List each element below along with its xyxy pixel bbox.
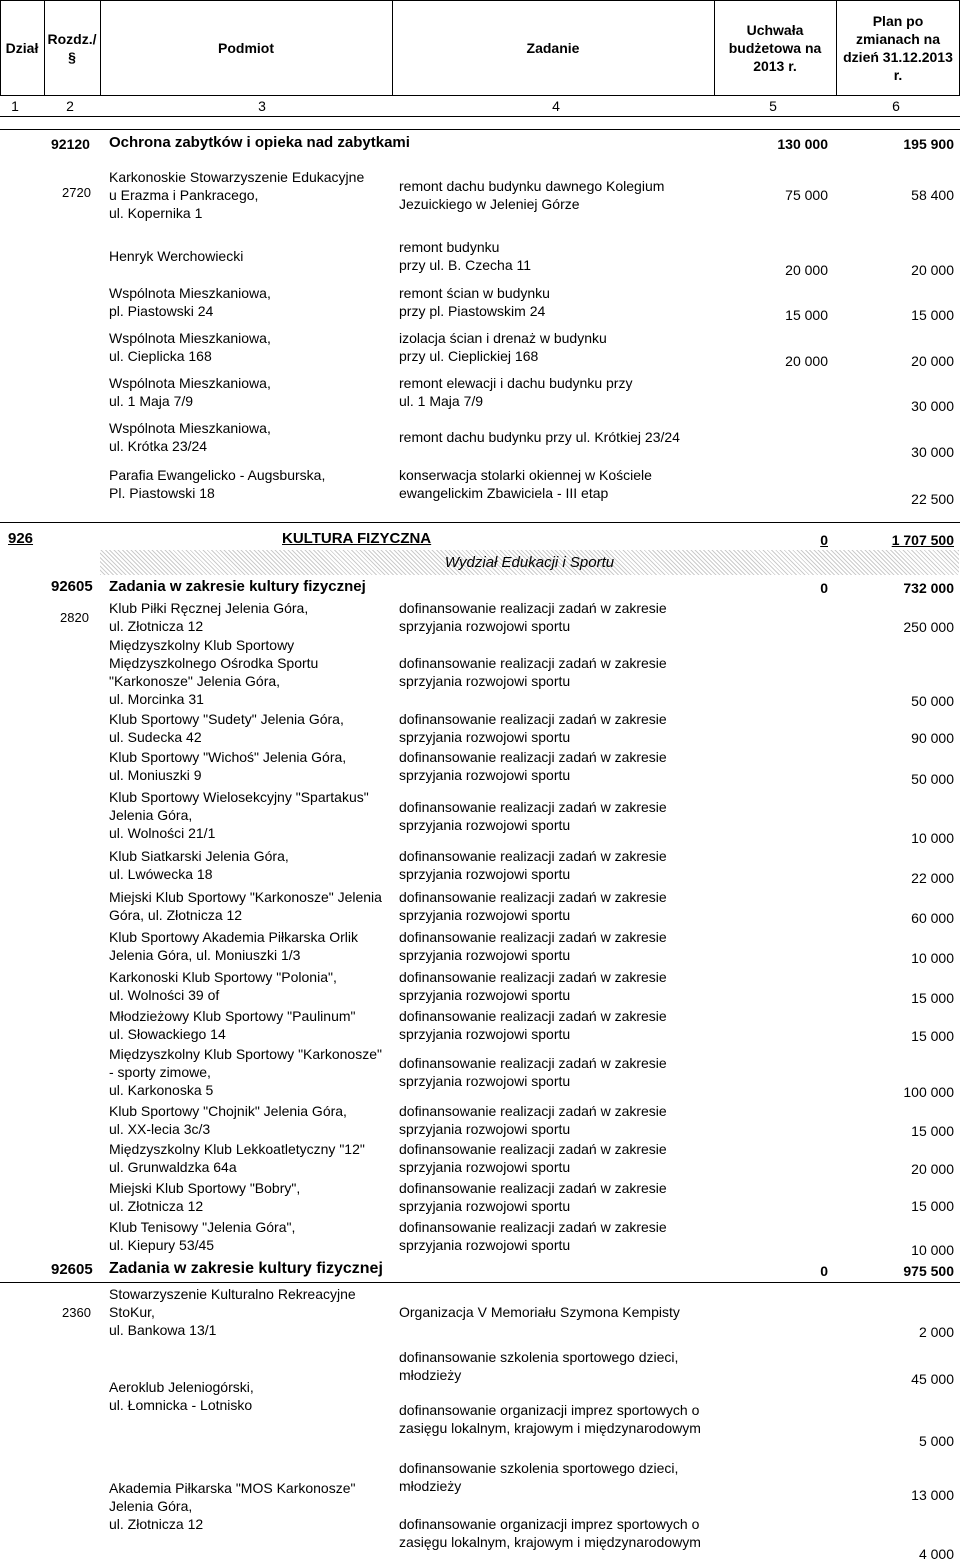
club-zadanie: dofinansowanie realizacji zadań w zakresie sprzyjania rozwojowi sportu bbox=[399, 929, 667, 963]
plan-cell: 15 000 bbox=[911, 307, 954, 323]
paragraph-code: 2720 bbox=[62, 185, 91, 200]
section-title: KULTURA FIZYCZNA bbox=[282, 530, 432, 547]
section-code: 926 bbox=[8, 530, 34, 547]
club-plan: 22 000 bbox=[911, 870, 954, 886]
plan-cell: 20 000 bbox=[911, 262, 954, 278]
club-zadanie: dofinansowanie realizacji zadań w zakresie sprzyjania rozwojowi sportu bbox=[399, 655, 667, 689]
department-title: Wydział Edukacji i Sportu bbox=[444, 554, 615, 571]
table-border-top bbox=[0, 0, 960, 1]
section-uchwala: 0 bbox=[820, 532, 828, 548]
plan-cell: 45 000 bbox=[911, 1371, 954, 1387]
club-zadanie: dofinansowanie realizacji zadań w zakresie sprzyjania rozwojowi sportu bbox=[399, 749, 667, 783]
subsection-plan: 975 500 bbox=[903, 1263, 954, 1279]
zadanie-cell: Organizacja V Memoriału Szymona Kempisty bbox=[399, 1304, 680, 1320]
subsection-plan: 732 000 bbox=[903, 580, 954, 596]
club-plan: 20 000 bbox=[911, 1161, 954, 1177]
col-number: 6 bbox=[892, 98, 900, 114]
club-plan: 50 000 bbox=[911, 771, 954, 787]
header-plan: Plan po zmianach na dzień 31.12.2013 r. bbox=[843, 13, 953, 83]
podmiot-cell: Parafia Ewangelicko - Augsburska, Pl. Piastowski 18 bbox=[109, 467, 326, 501]
header-divider bbox=[0, 95, 960, 96]
zadanie-cell: remont dachu budynku przy ul. Krótkiej 23/24 bbox=[399, 429, 680, 445]
subsection-code: 92605 bbox=[51, 578, 93, 595]
section-plan: 1 707 500 bbox=[891, 532, 954, 548]
header-dzial: Dział bbox=[5, 40, 39, 56]
club-plan: 15 000 bbox=[911, 990, 954, 1006]
zadanie-cell: remont elewacji i dachu budynku przy ul. 1 Maja 7/9 bbox=[399, 375, 633, 409]
zadanie-cell: izolacja ścian i drenaż w budynku przy ul. Cieplickiej 168 bbox=[399, 330, 607, 364]
club-zadanie: dofinansowanie realizacji zadań w zakresie sprzyjania rozwojowi sportu bbox=[399, 1219, 667, 1253]
club-zadanie: dofinansowanie realizacji zadań w zakresie sprzyjania rozwojowi sportu bbox=[399, 889, 667, 923]
club-zadanie: dofinansowanie realizacji zadań w zakresie sprzyjania rozwojowi sportu bbox=[399, 1055, 667, 1089]
plan-cell: 30 000 bbox=[911, 444, 954, 460]
plan-cell: 20 000 bbox=[911, 353, 954, 369]
plan-cell: 13 000 bbox=[911, 1487, 954, 1503]
section-divider bbox=[0, 129, 960, 130]
club-podmiot: Międzyszkolny Klub Sportowy "Karkonosze" - sporty zimowe, ul. Karkonoska 5 bbox=[109, 1046, 382, 1098]
club-zadanie: dofinansowanie realizacji zadań w zakresie sprzyjania rozwojowi sportu bbox=[399, 848, 667, 882]
col-number: 1 bbox=[11, 98, 19, 114]
numbers-divider bbox=[0, 116, 960, 117]
club-plan: 60 000 bbox=[911, 910, 954, 926]
club-zadanie: dofinansowanie realizacji zadań w zakresie sprzyjania rozwojowi sportu bbox=[399, 799, 667, 833]
plan-cell: 5 000 bbox=[918, 1433, 954, 1449]
podmiot-cell: Wspólnota Mieszkaniowa, pl. Piastowski 24 bbox=[109, 285, 271, 319]
zadanie-cell: dofinansowanie organizacji imprez sportowych o zasięgu lokalnym, krajowym i międzynarodowym bbox=[399, 1402, 701, 1436]
club-podmiot: Klub Sportowy Akademia Piłkarska Orlik Jelenia Góra, ul. Moniuszki 1/3 bbox=[109, 929, 358, 963]
subsection-title: Zadania w zakresie kultury fizycznej bbox=[109, 1260, 383, 1277]
podmiot-cell: Wspólnota Mieszkaniowa, ul. Krótka 23/24 bbox=[109, 420, 271, 454]
club-plan: 90 000 bbox=[911, 730, 954, 746]
paragraph-code: 2820 bbox=[60, 610, 89, 625]
zadanie-cell: dofinansowanie szkolenia sportowego dzieci, młodzieży bbox=[399, 1460, 679, 1494]
header-podmiot: Podmiot bbox=[218, 40, 274, 56]
col-number: 2 bbox=[66, 98, 74, 114]
club-podmiot: Miejski Klub Sportowy "Karkonosze" Jelenia Góra, ul. Złotnicza 12 bbox=[109, 889, 382, 923]
zadanie-cell: remont budynku przy ul. B. Czecha 11 bbox=[399, 239, 532, 273]
club-zadanie: dofinansowanie realizacji zadań w zakresie sprzyjania rozwojowi sportu bbox=[399, 1103, 667, 1137]
paragraph-code: 2360 bbox=[62, 1305, 91, 1320]
club-podmiot: Klub Sportowy "Sudety" Jelenia Góra, ul. Sudecka 42 bbox=[109, 711, 344, 745]
club-plan: 100 000 bbox=[903, 1084, 954, 1100]
club-podmiot: Klub Sportowy "Wichoś" Jelenia Góra, ul. Moniuszki 9 bbox=[109, 749, 347, 783]
club-podmiot: Klub Siatkarski Jelenia Góra, ul. Lwówecka 18 bbox=[109, 848, 289, 882]
club-plan: 50 000 bbox=[911, 693, 954, 709]
subsection-uchwala: 0 bbox=[820, 580, 828, 596]
plan-cell: 58 400 bbox=[911, 187, 954, 203]
club-podmiot: Międzyszkolny Klub Sportowy Międzyszkolnego Ośrodka Sportu "Karkonosze" Jelenia Góra, ul. Morcinka 31 bbox=[109, 637, 319, 707]
section-code: 92120 bbox=[51, 136, 90, 152]
club-podmiot: Międzyszkolny Klub Lekkoatletyczny "12" ul. Grunwaldzka 64a bbox=[109, 1141, 365, 1175]
header-rozdz: Rozdz./ § bbox=[47, 31, 97, 65]
podmiot-cell: Akademia Piłkarska "MOS Karkonosze" Jelenia Góra, ul. Złotnicza 12 bbox=[109, 1480, 356, 1532]
club-plan: 10 000 bbox=[911, 1242, 954, 1258]
zadanie-cell: dofinansowanie szkolenia sportowego dzieci, młodzieży bbox=[399, 1349, 679, 1383]
club-plan: 250 000 bbox=[903, 619, 954, 635]
club-podmiot: Karkonoski Klub Sportowy "Polonia", ul. Wolności 39 of bbox=[109, 969, 337, 1003]
club-plan: 10 000 bbox=[911, 950, 954, 966]
podmiot-cell: Henryk Werchowiecki bbox=[109, 248, 244, 264]
col-number: 3 bbox=[258, 98, 266, 114]
zadanie-cell: konserwacja stolarki okiennej w Kościele ewangelickim Zbawiciela - III etap bbox=[399, 467, 652, 501]
section-plan: 195 900 bbox=[903, 136, 954, 152]
section-title: Ochrona zabytków i opieka nad zabytkami bbox=[109, 134, 410, 151]
header-zadanie: Zadanie bbox=[526, 40, 580, 56]
col-number: 4 bbox=[552, 98, 560, 114]
section-uchwala: 130 000 bbox=[777, 136, 828, 152]
row-underline bbox=[0, 1282, 960, 1283]
club-plan: 15 000 bbox=[911, 1123, 954, 1139]
club-plan: 15 000 bbox=[911, 1198, 954, 1214]
club-podmiot: Klub Tenisowy "Jelenia Góra", ul. Kiepury 53/45 bbox=[109, 1219, 296, 1253]
club-zadanie: dofinansowanie realizacji zadań w zakresie sprzyjania rozwojowi sportu bbox=[399, 1008, 667, 1042]
club-zadanie: dofinansowanie realizacji zadań w zakresie sprzyjania rozwojowi sportu bbox=[399, 600, 667, 634]
club-zadanie: dofinansowanie realizacji zadań w zakresie sprzyjania rozwojowi sportu bbox=[399, 1141, 667, 1175]
zadanie-cell: dofinansowanie organizacji imprez sportowych o zasięgu lokalnym, krajowym i międzynarodowym bbox=[399, 1516, 701, 1550]
club-plan: 10 000 bbox=[911, 830, 954, 846]
uchwala-cell: 75 000 bbox=[785, 187, 828, 203]
club-zadanie: dofinansowanie realizacji zadań w zakresie sprzyjania rozwojowi sportu bbox=[399, 969, 667, 1003]
header-uchwala: Uchwała budżetowa na 2013 r. bbox=[728, 22, 822, 74]
plan-cell: 4 000 bbox=[918, 1546, 954, 1562]
club-podmiot: Klub Sportowy Wielosekcyjny "Spartakus" Jelenia Góra, ul. Wolności 21/1 bbox=[109, 789, 369, 841]
club-zadanie: dofinansowanie realizacji zadań w zakresie sprzyjania rozwojowi sportu bbox=[399, 711, 667, 745]
podmiot-cell: Wspólnota Mieszkaniowa, ul. 1 Maja 7/9 bbox=[109, 375, 271, 409]
uchwala-cell: 15 000 bbox=[785, 307, 828, 323]
col-number: 5 bbox=[769, 98, 777, 114]
club-zadanie: dofinansowanie realizacji zadań w zakresie sprzyjania rozwojowi sportu bbox=[399, 1180, 667, 1214]
subsection-title: Zadania w zakresie kultury fizycznej bbox=[109, 578, 366, 595]
uchwala-cell: 20 000 bbox=[785, 262, 828, 278]
podmiot-cell: Wspólnota Mieszkaniowa, ul. Cieplicka 168 bbox=[109, 330, 271, 364]
club-podmiot: Klub Sportowy "Chojnik" Jelenia Góra, ul. XX-lecia 3c/3 bbox=[109, 1103, 347, 1137]
uchwala-cell: 20 000 bbox=[785, 353, 828, 369]
section-divider bbox=[0, 522, 960, 523]
club-podmiot: Klub Piłki Ręcznej Jelenia Góra, ul. Złotnicza 12 bbox=[109, 600, 309, 634]
podmiot-cell: Aeroklub Jeleniogórski, ul. Łomnicka - Lotnisko bbox=[109, 1379, 254, 1413]
zadanie-cell: remont ścian w budynku przy pl. Piastowskim 24 bbox=[399, 285, 550, 319]
club-podmiot: Miejski Klub Sportowy "Bobry", ul. Złotnicza 12 bbox=[109, 1180, 301, 1214]
plan-cell: 2 000 bbox=[918, 1324, 954, 1340]
podmiot-cell: Stowarzyszenie Kulturalno Rekreacyjne StoKur, ul. Bankowa 13/1 bbox=[109, 1286, 356, 1338]
zadanie-cell: remont dachu budynku dawnego Kolegium Jezuickiego w Jeleniej Górze bbox=[399, 178, 665, 212]
subsection-uchwala: 0 bbox=[820, 1263, 828, 1279]
podmiot-cell: Karkonoskie Stowarzyszenie Edukacyjne u Erazma i Pankracego, ul. Kopernika 1 bbox=[109, 169, 365, 221]
plan-cell: 22 500 bbox=[911, 491, 954, 507]
club-podmiot: Młodzieżowy Klub Sportowy "Paulinum" ul. Słowackiego 14 bbox=[109, 1008, 356, 1042]
club-plan: 15 000 bbox=[911, 1028, 954, 1044]
plan-cell: 30 000 bbox=[911, 398, 954, 414]
subsection-code: 92605 bbox=[51, 1261, 93, 1278]
